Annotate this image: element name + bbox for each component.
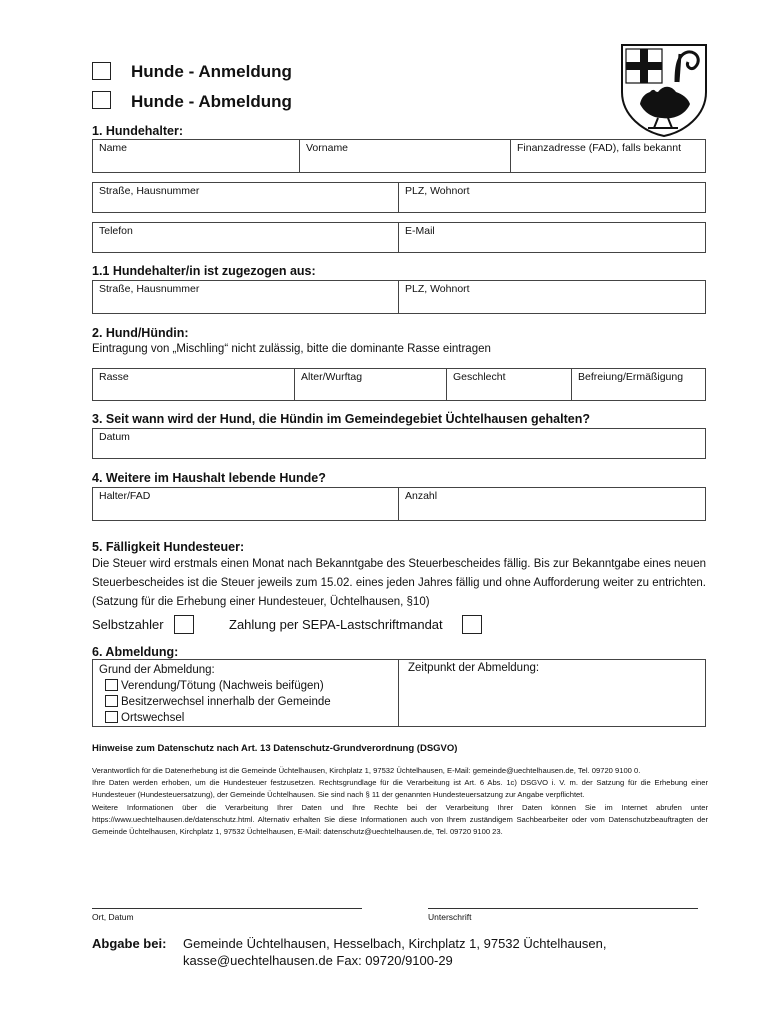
email-field[interactable] [399,223,705,252]
section3-title: 3. Seit wann wird der Hund, die Hündin im Gemeindegebiet Üchtelhausen gehalten? [92,412,590,426]
ort-datum-line[interactable] [92,908,362,909]
section4-row [92,487,706,521]
alter-field[interactable] [295,369,447,400]
anzahl-label: Anzahl [405,490,438,502]
privacy-p3: Weitere Informationen über die Verarbeitung Ihrer Daten und Ihre Rechte bei der Verarbeitung Ihrer Daten können Sie im Internet abrufen unter https://www.uechtelhausen.de/datenschutz.html. Alternativ erhalten Sie diese Informationen auch von Ihrem zuständigem Sachbearbeiter oder vom Datenschutzbeauftragten der Gemeinde Üchtelhausen, Kirchplatz 1, 97532 Üchtelhausen, E-Mail: datenschutz@uechtelhausen.de, Tel. 09720 9100 23. [92,802,708,837]
option-besitzerwechsel-label: Besitzerwechsel innerhalb der Gemeinde [121,696,331,708]
section6-title: 6. Abmeldung: [92,645,179,659]
unterschrift-label: Unterschrift [428,912,472,922]
option-ortswechsel[interactable] [99,710,392,726]
zeitpunkt-field[interactable] [399,660,705,726]
privacy-title: Hinweise zum Datenschutz nach Art. 13 Datenschutz-Grundverordnung (DSGVO) [92,743,458,754]
section1-row3 [92,222,706,253]
rasse-field[interactable] [93,369,295,400]
datum-field[interactable] [93,429,705,458]
strasse-field[interactable] [93,183,399,212]
geschlecht-field[interactable] [447,369,572,400]
section4-title: 4. Weitere im Haushalt lebende Hunde? [92,471,326,485]
abmeldung-title: Hunde - Abmeldung [131,92,292,111]
verendung-checkbox[interactable] [105,679,118,691]
email-label: E-Mail [405,225,435,237]
name-field[interactable] [93,140,300,172]
ort-datum-label: Ort, Datum [92,912,134,922]
selbstzahler-checkbox[interactable] [174,615,194,634]
anzahl-field[interactable] [399,488,705,520]
abgabe-line1: Gemeinde Üchtelhausen, Hesselbach, Kirchplatz 1, 97532 Üchtelhausen, [183,936,607,951]
name-label: Name [99,142,128,154]
rasse-label: Rasse [99,371,129,383]
grund-label: Grund der Abmeldung: [99,664,215,676]
section1-row2 [92,182,706,213]
besitzerwechsel-checkbox[interactable] [105,695,118,707]
anmeldung-checkbox[interactable] [92,62,111,80]
section1-row1 [92,139,706,173]
prev-strasse-field[interactable] [93,281,399,313]
coat-of-arms-logo [618,42,710,138]
zeitpunkt-label: Zeitpunkt der Abmeldung: [408,662,540,674]
section1-title: 1. Hundehalter: [92,124,183,138]
befreiung-field[interactable] [572,369,705,400]
vorname-field[interactable] [300,140,511,172]
ortswechsel-checkbox[interactable] [105,711,118,723]
option-besitzerwechsel[interactable] [99,694,392,710]
section2-row [92,368,706,401]
datum-label: Datum [99,431,130,443]
section2-title: 2. Hund/Hündin: [92,326,189,340]
grund-cell [93,660,399,726]
selbstzahler-label: Selbstzahler [92,617,164,632]
section2-note: Eintragung von „Mischling“ nicht zulässig, bitte die dominante Rasse eintragen [92,343,491,355]
fad-field[interactable] [511,140,705,172]
telefon-label: Telefon [99,225,133,237]
option-ortswechsel-label: Ortswechsel [121,712,185,724]
prev-plz-label: PLZ, Wohnort [405,283,470,295]
privacy-p1: Verantwortlich für die Datenerhebung ist die Gemeinde Üchtelhausen, Kirchplatz 1, 97532 Üchtelhausen, E-Mail: gemeinde@uechtelhausen.de, Tel. 09720 9100 0. [92,766,641,775]
abgabe-line2: kasse@uechtelhausen.de Fax: 09720/9100-29 [183,953,453,968]
sepa-label: Zahlung per SEPA-Lastschriftmandat [229,617,443,632]
section6-box [92,659,706,727]
section5-text: Die Steuer wird erstmals einen Monat nach Bekanntgabe des Steuerbescheides fällig. Bis zur Bekanntgabe eines neuen Steuerbescheides ist die Steuer jeweils zum 15.02. eines jeden Jahres fällig und ohne Aufforderung weiter zu entrichten. (Satzung für die Erhebung einer Hundesteuer, Üchtelhausen, §10) [92,558,706,608]
halter-label: Halter/FAD [99,490,151,502]
abgabe-label: Abgabe bei: [92,936,167,951]
vorname-label: Vorname [306,142,349,154]
befreiung-label: Befreiung/Ermäßigung [578,371,684,383]
geschlecht-label: Geschlecht [453,371,506,383]
unterschrift-line[interactable] [428,908,698,909]
section11-title: 1.1 Hundehalter/in ist zugezogen aus: [92,264,316,278]
abmeldung-checkbox[interactable] [92,91,111,109]
option-verendung[interactable] [99,678,392,694]
plz-label: PLZ, Wohnort [405,185,470,197]
anmeldung-title: Hunde - Anmeldung [131,62,292,81]
option-verendung-label: Verendung/Tötung (Nachweis beifügen) [121,680,324,692]
prev-strasse-label: Straße, Hausnummer [99,283,200,295]
strasse-label: Straße, Hausnummer [99,185,200,197]
section3-row [92,428,706,459]
halter-field[interactable] [93,488,399,520]
fad-label: Finanzadresse (FAD), falls bekannt [517,142,681,154]
alter-label: Alter/Wurftag [301,371,363,383]
plz-field[interactable] [399,183,705,212]
telefon-field[interactable] [93,223,399,252]
privacy-p2: Ihre Daten werden erhoben, um die Hundesteuer festzusetzen. Rechtsgrundlage für die Verarbeitung ist Art. 6 Abs. 1c) DSGVO i. V. m. der Satzung für die Erhebung einer Hundesteuer (Hundesteuersatzung), der Gemeinde Üchtelhausen. Sie sind nach § 11 der genannten Hundesteuersatzung zur Angabe verpflichtet. [92,778,708,800]
privacy-text [92,765,708,838]
section11-row [92,280,706,314]
sepa-checkbox[interactable] [462,615,482,634]
prev-plz-field[interactable] [399,281,705,313]
section5-title: 5. Fälligkeit Hundesteuer: [92,540,245,554]
